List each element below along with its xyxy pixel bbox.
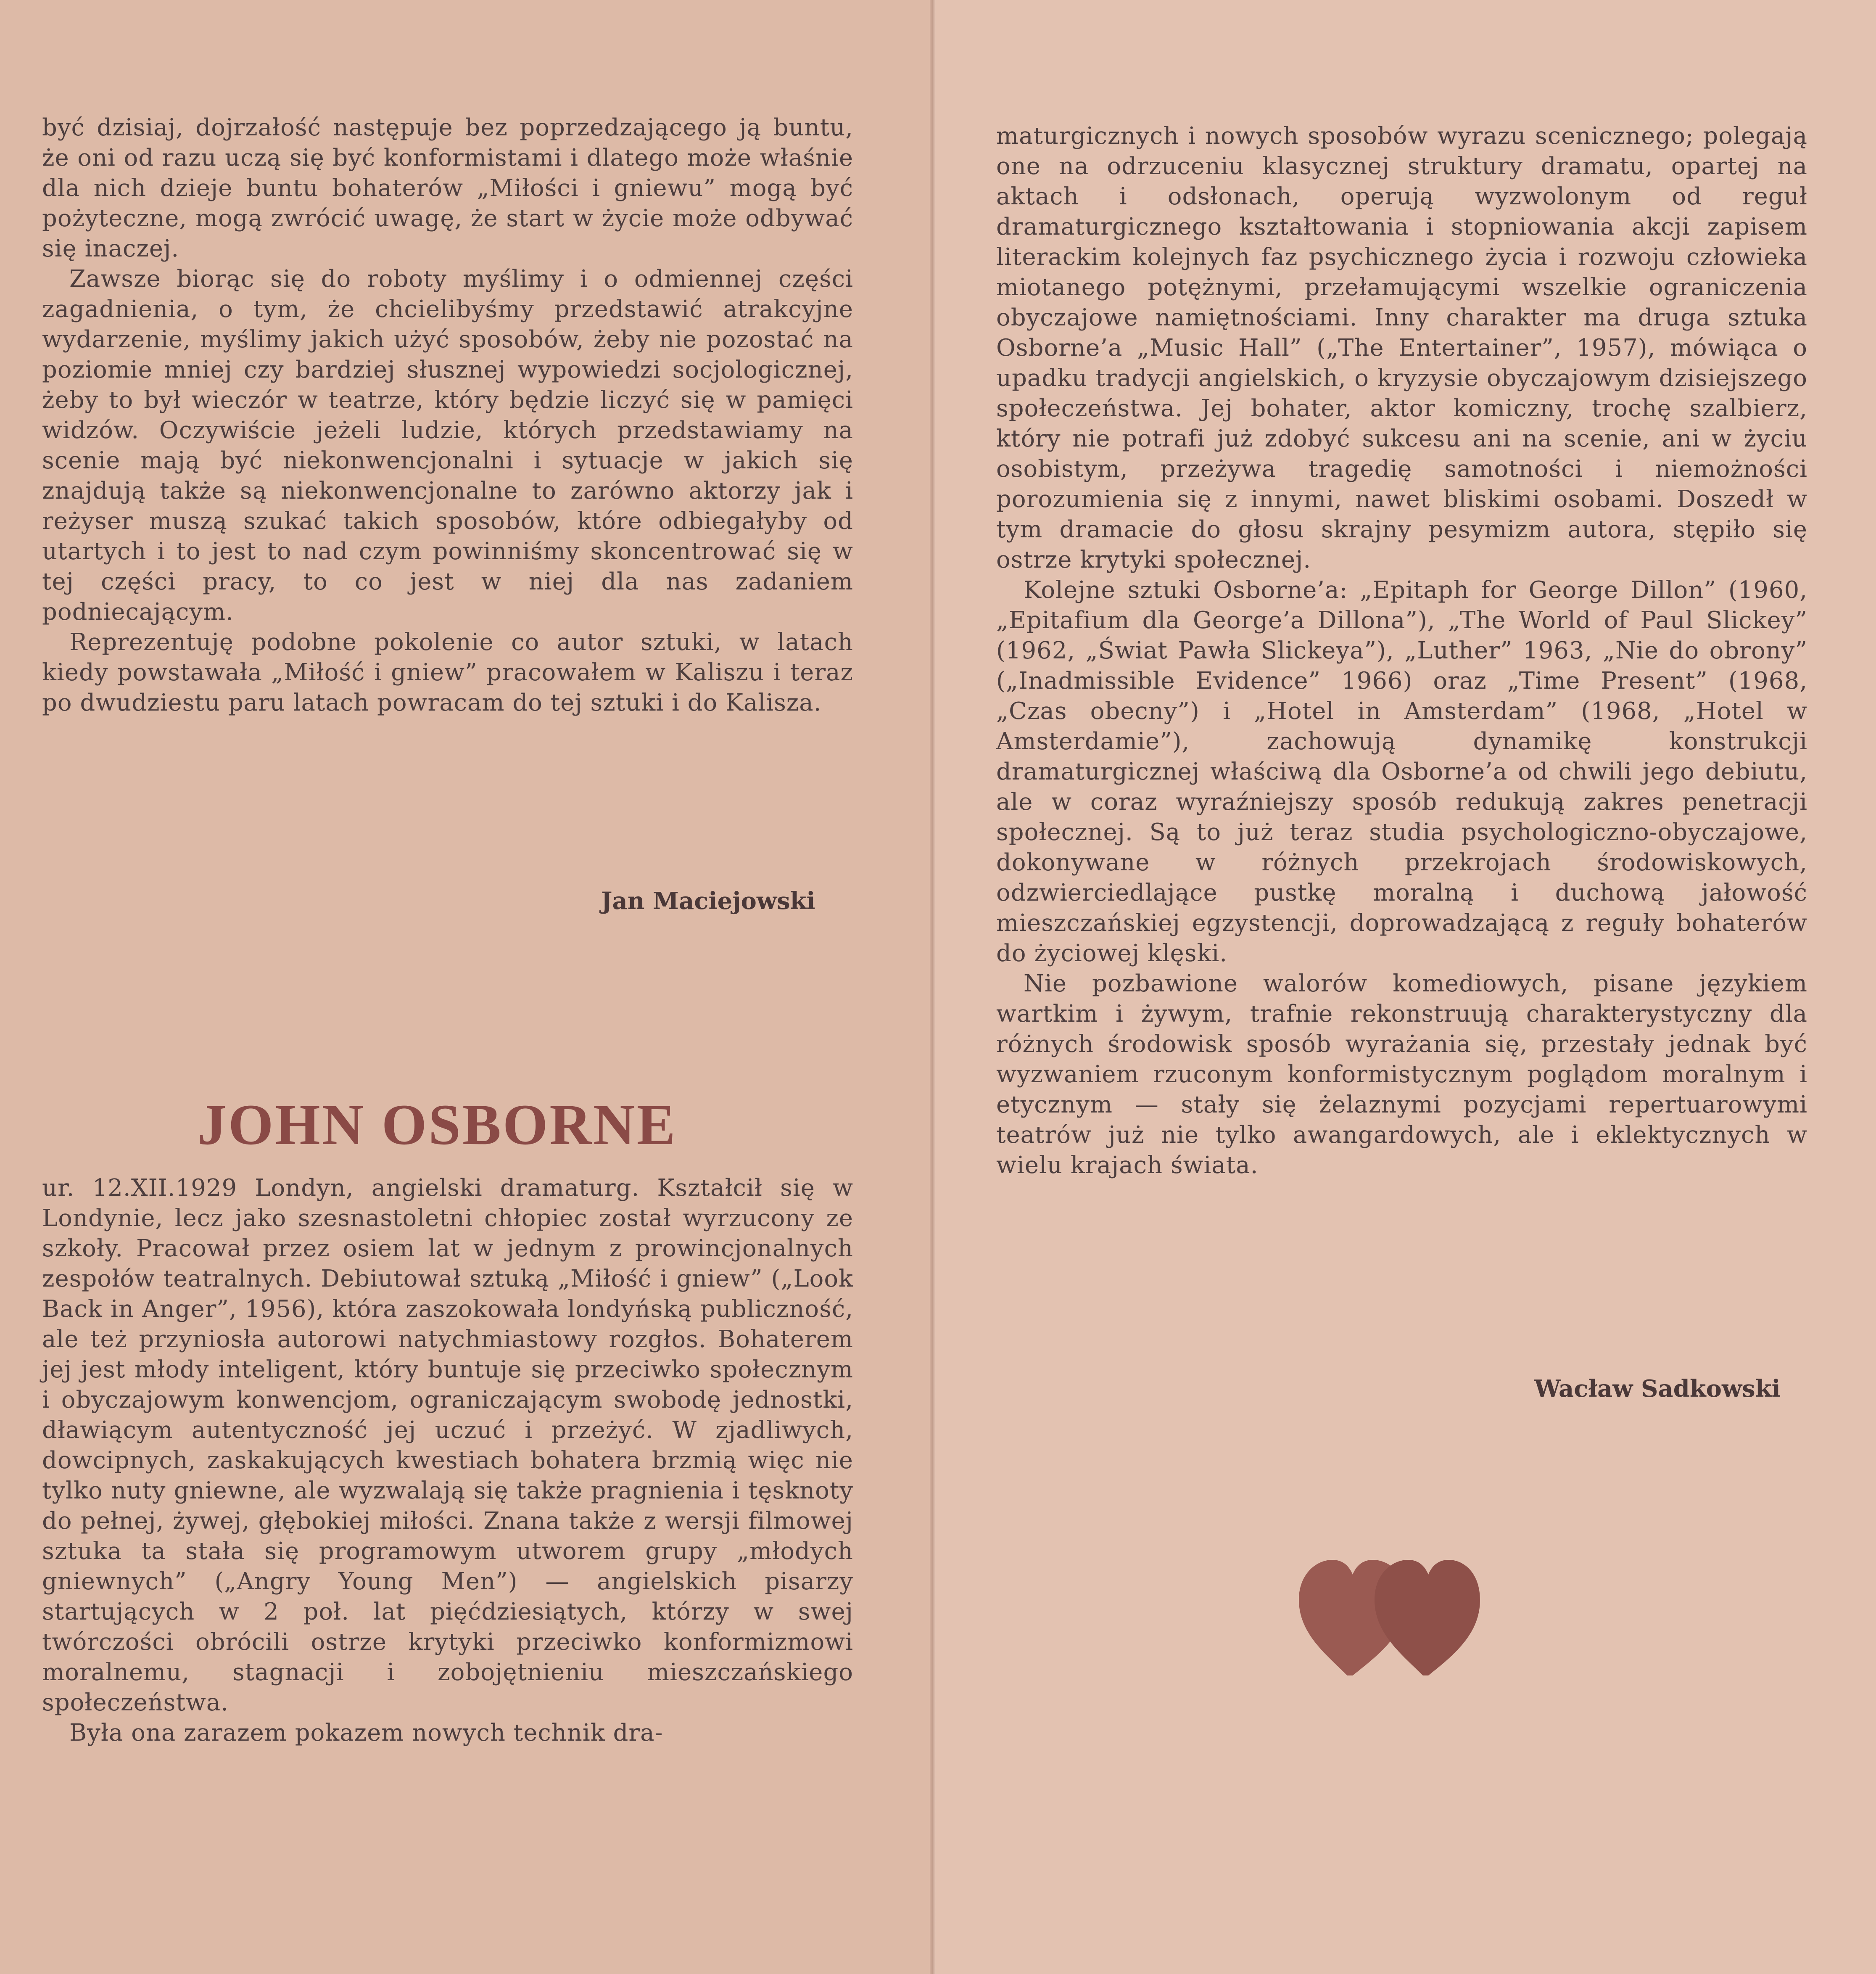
signature-jan-maciejowski: Jan Maciejowski <box>601 887 815 915</box>
heart-right-icon <box>1375 1560 1480 1675</box>
signature-waclaw-sadkowski: Wacław Sadkowski <box>1534 1375 1781 1403</box>
paragraph: ur. 12.XII.1929 Londyn, angielski dramaturg. Kształcił się w Londynie, lecz jako szesnastoletni chłopiec został wyrzucony ze szkoły. Pracował przez osiem lat w jednym z prowincjonalnych zespołów teatralnych. Debiutował sztuką „Miłość i gniew” („Look Back in Anger”, 1956), która zaszokowała londyńską publiczność, ale też przyniosła autorowi natychmiastowy rozgłos. Bohaterem jej jest młody inteligent, który buntuje się przeciwko społecznym i obyczajowym konwencjom, ograniczającym swobodę jednostki, dławiącym autentyczność jej uczuć i przeżyć. W zjadliwych, dowcipnych, zaskakujących kwestiach bohatera brzmią więc nie tylko nuty gniewne, ale wyzwalają się także pragnienia i tęsknoty do pełnej, żywej, głębokiej miłości. Znana także z wersji filmowej sztuka ta stała się programowym utworem grupy „młodych gniewnych” („Angry Young Men”) — angielskich pisarzy startujących w 2 poł. lat pięćdziesiątych, którzy w swej twórczości obrócili ostrze krytyki przeciwko konformizmowi moralnemu, stagnacji i zobojętnieniu mieszczańskiego społeczeństwa. <box>42 1174 853 1716</box>
left-column-text <box>42 113 853 718</box>
paragraph: Kolejne sztuki Osborne’a: „Epitaph for George Dillon” (1960, „Epitafium dla George’a Dillona”), „The World of Paul Slickey” (1962, „Świat Pawła Slickeya”), „Luther” 1963, „Nie do obrony” („Inadmissible Evidence” 1966) oraz „Time Present” (1968, „Czas obecny”) i „Hotel in Amsterdam” (1968, „Hotel w Amsterdamie”), zachowują dynamikę konstrukcji dramaturgicznej właściwą dla Osborne’a od chwili jego debiutu, ale w coraz wyraźniejszy sposób redukują zakres penetracji społecznej. Są to już teraz studia psychologiczno-obyczajowe, dokonywane w różnych przekrojach środowiskowych, odzwierciedlające pustkę moralną i duchową jałowość mieszczańskiej egzystencji, doprowadzającą z reguły bohaterów do życiowej klęski. <box>996 576 1807 967</box>
paragraph: Reprezentuję podobne pokolenie co autor sztuki, w latach kiedy powstawała „Miłość i gniew” pracowałem w Kaliszu i teraz po dwudziestu paru latach powracam do tej sztuki i do Kalisza. <box>42 629 853 716</box>
paragraph: Zawsze biorąc się do roboty myślimy i o odmiennej części zagadnienia, o tym, że chcielibyśmy przedstawić atrakcyjne wydarzenie, myślimy jakich użyć sposobów, żeby nie pozostać na poziomie mniej czy bardziej słusznej wypowiedzi socjologicznej, żeby to był wieczór w teatrze, który będzie liczyć się w pamięci widzów. Oczywiście jeżeli ludzie, których przedstawiamy na scenie mają być niekonwencjonalni i sytuacje w jakich się znajdują także są niekonwencjonalne to zarówno aktorzy jak i reżyser muszą szukać takich sposobów, które odbiegałyby od utartych i to jest to nad czym powinniśmy skoncentrować się w tej części pracy, to co jest w niej dla nas zadaniem podniecającym. <box>42 265 853 626</box>
paragraph: Nie pozbawione walorów komediowych, pisane językiem wartkim i żywym, trafnie rekonstruują charakterystyczny dla różnych środowisk sposób wyrażania się, przestały jednak być wyzwaniem rzuconym konformistycznym poglądom moralnym i etycznym — stały się żelaznymi pozycjami repertuarowymi teatrów już nie tylko awangardowych, ale i eklektycznych w wielu krajach świata. <box>996 970 1807 1179</box>
paragraph: maturgicznych i nowych sposobów wyrazu scenicznego; polegają one na odrzuceniu klasycznej struktury dramatu, opartej na aktach i odsłonach, operują wyzwolonym od reguł dramaturgicznego kształtowania i stopniowania akcji zapisem literackim kolejnych faz psychicznego życia i rozwoju człowieka miotanego potężnymi, przełamującymi wszelkie ograniczenia obyczajowe namiętnościami. Inny charakter ma druga sztuka Osborne’a „Music Hall” („The Entertainer”, 1957), mówiąca o upadku tradycji angielskich, o kryzysie obyczajowym dzisiejszego społeczeństwa. Jej bohater, aktor komiczny, trochę szalbierz, który nie potrafi już zdobyć sukcesu ani na scenie, ani w życiu osobistym, przeżywa tragedię samotności i niemożności porozumienia się z innymi, nawet bliskimi osobami. Doszedł w tym dramacie do głosu skrajny pesymizm autora, stępiło się ostrze krytyki społecznej. <box>996 122 1807 573</box>
biography-text <box>42 1173 853 1748</box>
paragraph: być dzisiaj, dojrzałość następuje bez poprzedzającego ją buntu, że oni od razu uczą się być konformistami i dlatego może właśnie dla nich dzieje buntu bohaterów „Miłości i gniewu” mogą być pożyteczne, mogą zwrócić uwagę, że start w życie może odbywać się inaczej. <box>42 114 853 262</box>
author-heading: JOHN OSBORNE <box>198 1092 677 1157</box>
paragraph: Była ona zarazem pokazem nowych technik dra- <box>69 1719 663 1747</box>
two-hearts-icon <box>1297 1556 1482 1678</box>
page-fold <box>930 0 936 1974</box>
right-column-text <box>996 121 1807 1181</box>
